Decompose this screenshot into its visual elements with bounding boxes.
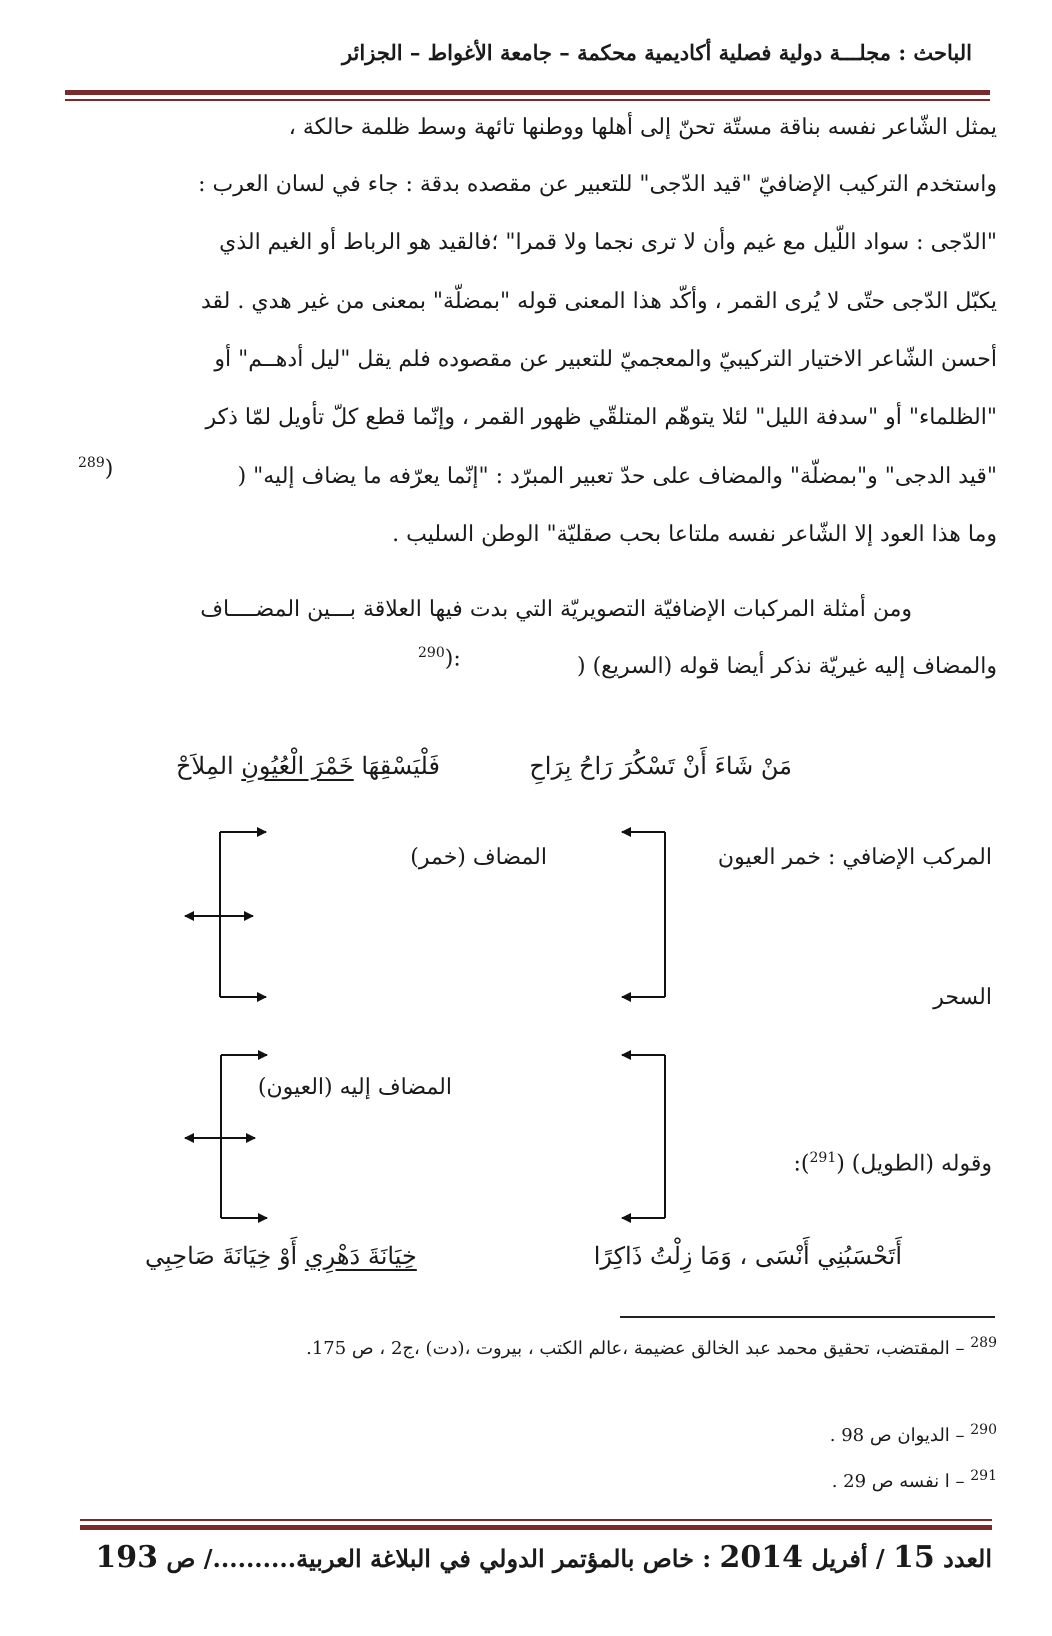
reference-number: 291 [809, 1150, 837, 1166]
issue-label: العدد [943, 1544, 992, 1573]
page-number: 193 [95, 1540, 159, 1575]
reference-289: $^{289}$) [78, 455, 114, 482]
journal-header: الباحث : مجلـــة دولية فصلية أكاديمية محكمة – جامعة الأغواط – الجزائر [341, 40, 972, 65]
footnote-text: – المقتضب، تحقيق محمد عبد الخالق عضيمة ،عالم الكتب ، بيروت ،(دت) ،ج2 ، ص 175. [306, 1338, 965, 1359]
mudaf-ilayh-label: المضاف إليه (العيون) [257, 1075, 452, 1100]
footer-rule-thick [80, 1525, 992, 1530]
verse-second-half [145, 1242, 417, 1270]
paragraph-line: يمثل الشّاعر نفسه بناقة مستّة تحنّ إلى أهلها ووطنها تائهة وسط ظلمة حالكة ، [288, 115, 997, 140]
left-bracket-top [185, 832, 266, 997]
verse-part: فَلْيَسْقِهَا [353, 752, 440, 780]
footnote-291 [832, 1468, 997, 1492]
paragraph-line: وما هذا العود إلا الشّاعر نفسه ملتاعا بحب صقليّة" الوطن السليب . [392, 522, 997, 547]
footnote-number: 291 [970, 1468, 997, 1484]
verse-underlined-compound: خِيَانَةَ دَهْرِي [304, 1242, 417, 1270]
another-quote-text: وقوله (الطويل) ( [836, 1151, 992, 1177]
paragraph-line: "قيد الدجى" و"بمضلّة" والمضاف على حدّ تعبير المبرّد : "إنّما يعرّفه ما يضاف إليه" ( [237, 464, 997, 489]
footnote-text: – ا نفسه ص 29 . [831, 1471, 965, 1492]
footnote-289 [306, 1335, 997, 1359]
right-bracket-bottom [622, 1055, 665, 1218]
footnote-text: – الديوان ص 98 . [829, 1425, 965, 1446]
issue-number: 15 [893, 1540, 935, 1575]
paragraph-line: والمضاف إليه غيريّة نذكر أيضا قوله (السريع) ( [577, 654, 997, 679]
right-bracket-top [622, 832, 665, 997]
verse-part: أَوْ خِيَانَةَ صَاحِبِي [145, 1242, 305, 1270]
quote-close: ): [444, 646, 461, 672]
verse-first-half: أَتَحْسَبُنِي أَنْسَى ، وَمَا زِلْتُ ذَاكِرًا [593, 1242, 902, 1270]
footnote-290 [830, 1422, 997, 1446]
verse-first-half: مَنْ شَاءَ أَنْ تَسْكُرَ رَاحُ بِرَاحِ [529, 752, 792, 780]
issue-month: / أفريل [811, 1544, 885, 1573]
footer-description: : خاص بالمؤتمر الدولي في البلاغة العربية.......... [212, 1544, 720, 1573]
paragraph-line: ومن أمثلة المركبات الإضافيّة التصويريّة التي بدت فيها العلاقة بـــين المضــــاف [200, 597, 912, 622]
footer-rule-thin [80, 1519, 992, 1521]
left-bracket-bottom [185, 1055, 267, 1218]
reference-number: 289 [78, 455, 105, 471]
paragraph-line: "الدّجى : سواد اللّيل مع غيم وأن لا ترى نجما ولا قمرا" ؛فالقيد هو الرباط أو الغيم الذي [219, 230, 997, 255]
journal-footer [92, 1540, 992, 1575]
paragraph-line: يكبّل الدّجى حتّى لا يُرى القمر ، وأكّد هذا المعنى قوله "بمضلّة" بمعنى من غير هدي . لقد [200, 289, 997, 314]
reference-number: 290 [418, 645, 445, 661]
quote-close: ): [793, 1151, 810, 1177]
paragraph-line: واستخدم التركيب الإضافيّ "قيد الدّجى" للتعبير عن مقصده بدقة : جاء في لسان العرب : [198, 172, 997, 197]
mudaf-label: المضاف (خمر) [410, 845, 547, 870]
verse-part: المِلاَحْ [176, 752, 242, 780]
issue-year: 2014 [719, 1540, 803, 1575]
footnote-rule [620, 1316, 995, 1318]
magic-label: السحر [933, 985, 992, 1010]
paragraph-line: "الظلماء" أو "سدفة الليل" لئلا يتوهّم المتلقّي ظهور القمر ، وإنّما قطع كلّ تأويل لمّا ذكر [205, 405, 997, 430]
paragraph-line: أحسن الشّاعر الاختيار التركيبيّ والمعجميّ للتعبير عن مقصوده فلم يقل "ليل أدهــم" أو [214, 347, 997, 372]
verse-underlined-compound: خَمْرَ الْعُيُونِ [241, 752, 354, 780]
footnote-number: 289 [970, 1335, 997, 1351]
footnote-number: 290 [970, 1422, 997, 1438]
page-label: / ص [166, 1544, 213, 1573]
compound-label: المركب الإضافي : خمر العيون [717, 845, 992, 870]
